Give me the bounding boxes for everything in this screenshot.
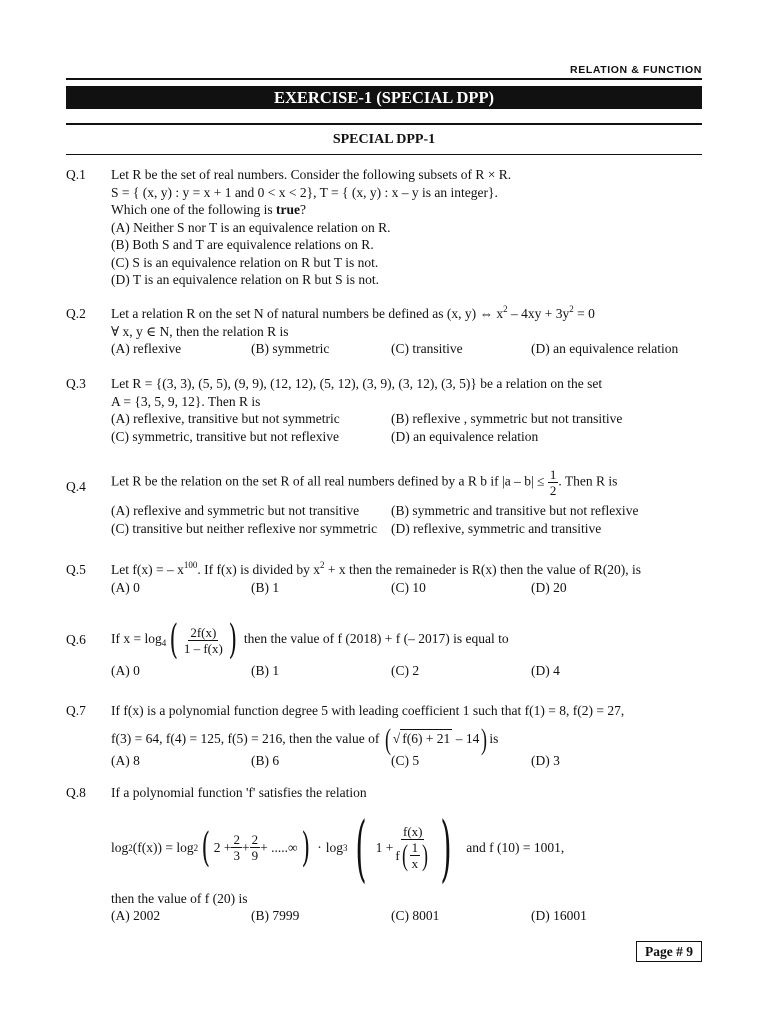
text-run: + .....∞ [260, 839, 298, 855]
question-2 [66, 305, 702, 358]
question-text: A = {3, 5, 9, 12}. Then R is [111, 393, 261, 409]
denominator: x [411, 856, 419, 871]
option-d: (D) 3 [531, 752, 560, 768]
text-run: Which one of the following is [111, 202, 276, 217]
log-base: 4 [161, 638, 167, 649]
option-c: (C) transitive but neither reflexive nor symmetric [111, 520, 378, 536]
dpp-subtitle: SPECIAL DPP-1 [332, 132, 436, 147]
left-paren: ( [384, 722, 391, 756]
fraction [393, 824, 432, 871]
option-b: (B) 6 [251, 752, 280, 768]
denominator: 9 [251, 848, 259, 863]
question-8 [66, 784, 702, 925]
exercise-banner: EXERCISE-1 (SPECIAL DPP) [66, 86, 702, 109]
text-run: 2 + [213, 839, 232, 855]
denominator [393, 840, 432, 871]
text-run: If x = log [111, 631, 162, 647]
option-a: (A) 0 [111, 579, 140, 595]
text-run: . If f(x) is divided by x [197, 562, 320, 577]
right-paren: ) [440, 805, 452, 890]
option-a: (A) 8 [111, 752, 140, 768]
question-text [111, 201, 702, 219]
sqrt-symbol: √ [392, 730, 401, 746]
option-b: (B) reflexive , symmetric but not transitive [391, 411, 623, 426]
text-run: · [317, 839, 322, 855]
question-text [111, 722, 702, 756]
left-paren: ( [169, 617, 179, 663]
option-a: (A) reflexive and symmetric but not transitive [111, 503, 360, 518]
options-row [111, 340, 702, 358]
question-number: Q.8 [66, 785, 86, 800]
text-run: (f(x)) = log [132, 839, 194, 855]
right-paren: ) [422, 838, 429, 872]
question-number: Q.4 [66, 479, 86, 494]
header-rule [66, 78, 702, 80]
fraction [250, 832, 261, 863]
numerator: f(x) [402, 824, 423, 839]
emphasis: true [275, 202, 300, 217]
option-b: (B) 1 [251, 579, 280, 595]
option-d: (D) 4 [531, 663, 560, 678]
subtitle-rule [66, 154, 702, 155]
option-c: (C) 5 [391, 752, 420, 768]
banner-rule [66, 123, 702, 125]
option-d: (D) 16001 [531, 908, 587, 923]
chapter-header: RELATION & FUNCTION [570, 64, 702, 76]
question-4 [66, 467, 702, 537]
exponent: 2 [503, 304, 508, 314]
option-a: (A) Neither S nor T is an equivalence relation on R. [111, 219, 391, 235]
fraction [182, 625, 225, 656]
options-row [111, 502, 702, 520]
options-row [111, 752, 702, 770]
question-text [111, 467, 702, 498]
text-run: Let a relation R on the set N of natural numbers be defined as (x, y) ⇔ x [111, 306, 504, 321]
numerator: 2 [251, 832, 259, 847]
exponent: 2 [319, 560, 325, 570]
question-3 [66, 375, 702, 445]
question-text [111, 617, 702, 663]
options-row [111, 410, 702, 428]
options-row [111, 662, 702, 680]
option-d: (D) T is an equivalence relation on R but S is not. [111, 272, 379, 287]
option-c: (C) symmetric, transitive but not reflexive [111, 428, 339, 444]
option-a: (A) reflexive [111, 341, 182, 356]
question-text: S = { (x, y) : y = x + 1 and 0 < x < 2}, T = { (x, y) : x – y is an integer}. [111, 184, 498, 200]
question-7 [66, 702, 702, 769]
options-row [111, 520, 702, 538]
option-c: (C) 8001 [391, 908, 440, 923]
question-number: Q.7 [66, 703, 86, 718]
exponent: 100 [183, 560, 198, 570]
fraction [548, 467, 559, 498]
question-text: If a polynomial function 'f' satisfies the relation [111, 785, 367, 800]
text-run: = 0 [573, 306, 595, 321]
question-number: Q.2 [66, 306, 86, 321]
question-5 [66, 561, 702, 596]
question-text [111, 305, 702, 323]
text-run: is [489, 730, 499, 746]
left-paren: ( [201, 824, 211, 871]
option-a: (A) 0 [111, 663, 140, 678]
text-run: log [111, 839, 129, 855]
radicand: f(6) + 21 [402, 730, 451, 746]
question-text: If f(x) is a polynomial function degree 5 with leading coefficient 1 such that f(1) = 8, f(2) = 27, [111, 703, 625, 718]
right-paren: ) [481, 722, 488, 756]
numerator: 1 [411, 840, 419, 855]
text-run: Let R be the relation on the set R of all real numbers defined by a R b if |a – b| ≤ [111, 473, 545, 489]
question-text: Let R = {(3, 3), (5, 5), (9, 9), (12, 12), (5, 12), (3, 9), (3, 12), (3, 5)} be a relation on the set [111, 376, 603, 391]
option-b: (B) symmetric [251, 341, 330, 356]
question-text: Let R be the set of real numbers. Consider the following subsets of R × R. [111, 167, 512, 182]
question-text [111, 561, 702, 579]
option-a: (A) reflexive, transitive but not symmetric [111, 411, 340, 426]
fraction [231, 832, 242, 863]
question-text: ∀ x, y ∈ N, then the relation R is [111, 323, 289, 339]
option-d: (D) an equivalence relation [391, 428, 539, 444]
option-a: (A) 2002 [111, 908, 161, 923]
text-run: Let f(x) = – x [111, 562, 184, 577]
question-number: Q.3 [66, 376, 86, 391]
denominator: 2 [549, 483, 557, 498]
left-paren: ( [401, 838, 408, 872]
question-1 [66, 166, 702, 289]
text-run: + x then the remaineder is R(x) then the value of R(20), is [324, 562, 641, 577]
text-run: . Then R is [558, 473, 618, 489]
option-d: (D) 20 [531, 579, 567, 595]
question-number: Q.6 [66, 632, 86, 647]
option-b: (B) symmetric and transitive but not reflexive [391, 503, 639, 518]
left-paren: ( [355, 805, 368, 890]
text-run: then the value of f (2018) + f (– 2017) is equal to [243, 631, 509, 647]
option-c: (C) 10 [391, 579, 426, 595]
options-row [111, 907, 702, 925]
text-run: log [325, 839, 343, 855]
exponent: 2 [569, 304, 574, 314]
page-number: Page # 9 [636, 941, 702, 962]
right-paren: ) [301, 824, 310, 871]
options-row [111, 428, 702, 446]
right-paren: ) [228, 617, 237, 663]
text-run: ? [299, 202, 306, 217]
text-run: + [241, 839, 250, 855]
denominator: 1 – f(x) [183, 640, 223, 656]
text-run: and f (10) = 1001, [466, 839, 565, 855]
text-run: 1 + [375, 839, 394, 855]
text-run: – 14 [452, 730, 480, 746]
options-row [111, 579, 702, 597]
option-b: (B) 1 [251, 663, 280, 678]
fraction [410, 840, 421, 871]
equation: log 2 (f(x)) = log 2 ( 2 + $\frac{2}{3}$ + $\frac{2}{9}$ + .....∞ ) · log 3 ( 1 + f(x) f ( $\frac{1}{x}$ ) ) and f (10) = 1001, [111, 805, 565, 890]
option-c: (C) transitive [391, 341, 463, 356]
text-run: – 4xy + 3y [507, 306, 570, 321]
option-d: (D) an equivalence relation [531, 341, 679, 356]
question-number: Q.1 [66, 167, 86, 182]
option-c: (C) S is an equivalence relation on R but T is not. [111, 254, 379, 270]
text-run: f [395, 848, 400, 863]
option-d: (D) reflexive, symmetric and transitive [391, 520, 602, 536]
question-text: then the value of f (20) is [111, 890, 248, 906]
text-run: f(3) = 64, f(4) = 125, f(5) = 216, then the value of [111, 730, 380, 746]
numerator: 2 [233, 832, 240, 847]
numerator: 1 [549, 467, 557, 482]
question-number: Q.5 [66, 562, 86, 577]
option-b: (B) Both S and T are equivalence relations on R. [111, 237, 374, 252]
option-c: (C) 2 [391, 663, 420, 678]
denominator: 3 [233, 848, 240, 863]
question-6 [66, 617, 702, 680]
numerator: 2f(x) [190, 624, 217, 640]
option-b: (B) 7999 [251, 908, 300, 923]
